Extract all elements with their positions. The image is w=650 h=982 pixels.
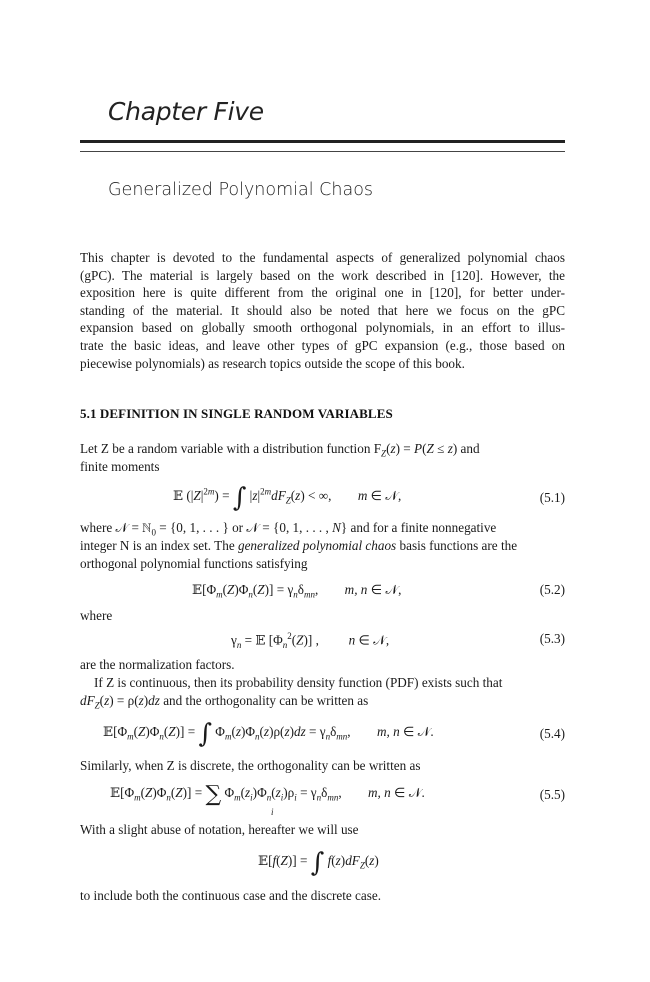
body-line: are the normalization factors. [80, 657, 235, 672]
intro-paragraph [80, 249, 565, 372]
section-heading: 5.1 DEFINITION IN SINGLE RANDOM VARIABLES [80, 406, 393, 421]
body-line [80, 538, 565, 554]
body-text: where [80, 520, 113, 535]
equation-5-1: 𝔼 $(|Z|^{2m})$ = ∫ $|z|^{2m}dF_Z(z)$ < ∞, m ∈ 𝒩, (5.1) [173, 483, 565, 513]
body-text: and the orthogonality can be written as [163, 693, 369, 708]
equation-5-4: $𝔼[\Phi_m(Z)\Phi_n(Z)]$ = ∫ $\Phi_m(z)\Phi_n(z)\rho(z)dz = \gamma_n\delta_{mn}$, m, n ∈ 𝒩. (5.4) [103, 719, 565, 749]
body-line: orthogonal polynomial functions satisfying [80, 556, 308, 571]
intro-line: exposition here is quite different from the original one in [120], for better under- [80, 285, 565, 301]
body-line: If Z is continuous, then its probability density function (PDF) exists such that [94, 675, 503, 690]
body-line: where 𝒩 = ℕ$_0$ = {0, 1, . . . } or 𝒩 = {0, 1, . . . , N} and for a finite nonnegative [80, 520, 497, 538]
body-line: $dF_Z(z) = \rho(z)dz$ and the orthogonality can be written as [80, 693, 369, 711]
equation-number: (5.5) [539, 787, 565, 802]
equation-expectation: 𝔼[f(Z)] = ∫ $f(z)dF_Z(z)$ [258, 848, 379, 878]
book-page [80, 0, 565, 982]
body-text: basis functions are the [399, 538, 518, 553]
equation-5-5: $𝔼[\Phi_m(Z)\Phi_n(Z)]$ = ∑ $\Phi_m(z_i)\Phi_n(z_i)\rho_i = \gamma_n\delta_{mn}$, m, n ∈ 𝒩. i (5.5) [110, 782, 565, 817]
intro-line: (gPC). The material is largely based on the work described in [120]. However, the [80, 267, 565, 283]
intro-line: piecewise polynomials) as research topics outside the scope of this book. [80, 355, 465, 371]
chapter-rule-thick [80, 140, 565, 143]
chapter-title: Generalized Polynomial Chaos [108, 180, 374, 200]
chapter-rule-thin [80, 151, 565, 152]
equation-number: (5.3) [539, 631, 565, 646]
body-line: Similarly, when Z is discrete, the orthogonality can be written as [80, 758, 421, 773]
equation-number: (5.4) [539, 726, 565, 741]
body-line: With a slight abuse of notation, hereafter we will use [80, 822, 359, 837]
body-text: Let Z be a random variable with a distribution function F [80, 441, 382, 456]
body-line: where [80, 608, 113, 623]
body-text: and for a finite nonnegative [350, 520, 497, 535]
body-line: to include both the continuous case and the discrete case. [80, 888, 382, 903]
intro-line: This chapter is devoted to the fundamental aspects of generalized polynomial chaos [80, 250, 565, 265]
chapter-label: Chapter Five [108, 97, 264, 126]
body-line: Let Z be a random variable with a distribution function $F_Z(z) = P(Z \le z)$ and [80, 441, 480, 459]
intro-line: standing of the material. It should also be noted that here we focus on the gPC [80, 302, 565, 318]
body-text: integer N is an index set. The [80, 538, 235, 553]
body-emphasis: generalized polynomial chaos [237, 538, 397, 553]
equation-5-3: $\gamma_n$ = 𝔼 $[\Phi_n^2(Z)]$ , n ∈ 𝒩, (5.3) [231, 631, 565, 651]
equation-5-2: $𝔼[\Phi_m(Z)\Phi_n(Z)] = \gamma_n\delta_{mn}$, m, n ∈ 𝒩, (5.2) [192, 582, 565, 600]
body-line: finite moments [80, 459, 160, 474]
intro-line: trate the basic ideas, and leave other types of gPC expansion (e.g., those based on [80, 337, 565, 353]
equation-number: (5.2) [539, 582, 565, 597]
equation-number: (5.1) [539, 490, 565, 505]
intro-line: expansion based on globally smooth orthogonal polynomials, in an effort to illus- [80, 320, 565, 336]
